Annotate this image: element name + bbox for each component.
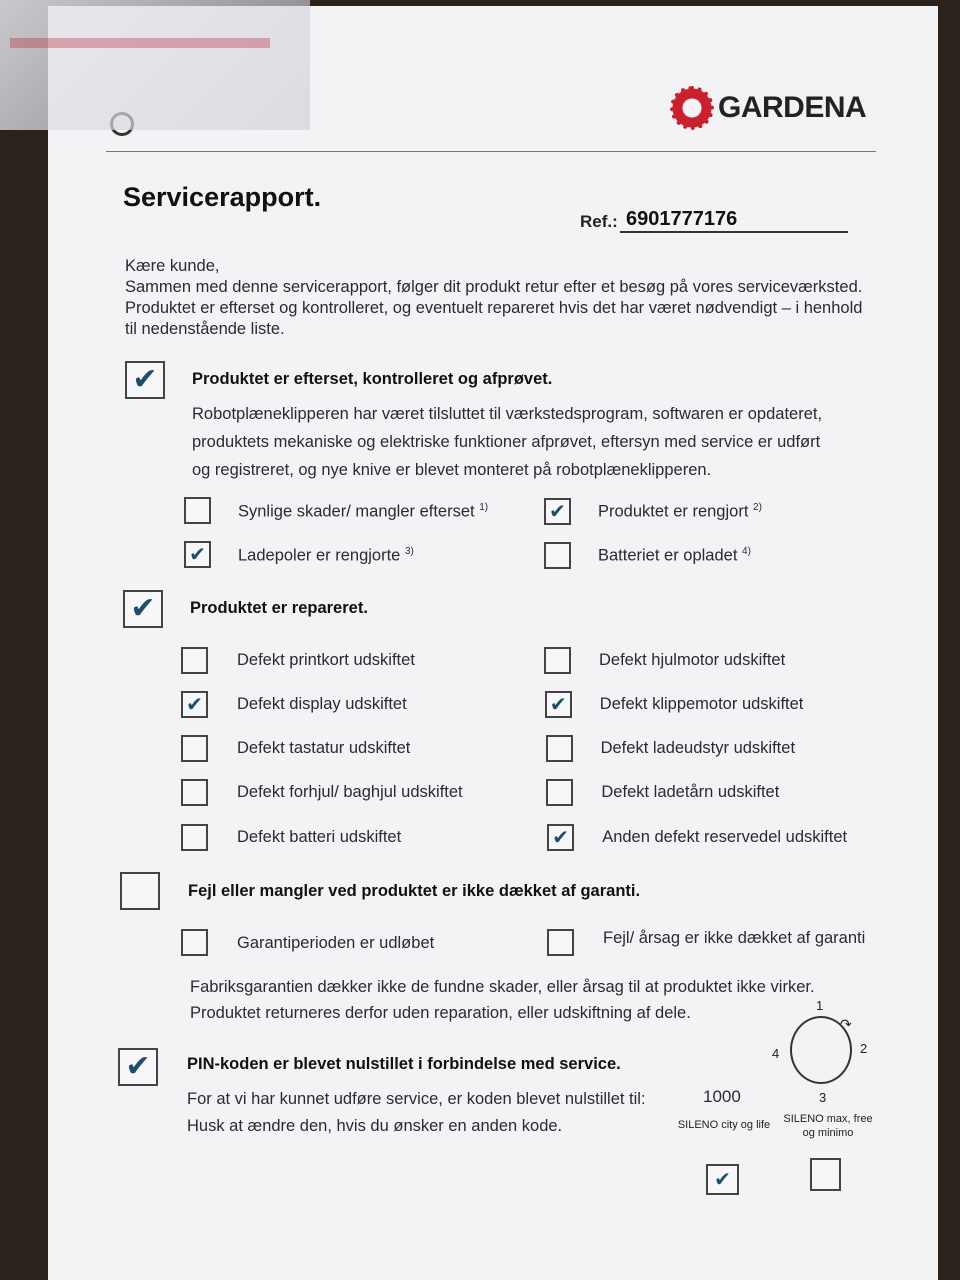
section3-text-line-2: Produktet returneres derfor uden reparation, eller udskiftning af dele. [190,1004,691,1022]
check-repair-item[interactable]: ✔ [545,691,572,718]
label-repair-item: Defekt hjulmotor udskiftet [599,651,786,669]
greeting: Kære kunde, [125,257,220,275]
section4-text [187,1086,646,1140]
check-product-cleaned[interactable]: ✔ [544,498,571,525]
check-visible-damage[interactable] [184,497,211,524]
check-repair-item[interactable]: ✔ [547,824,574,851]
check-repair-item[interactable] [181,647,208,674]
label-visible-damage: Synlige skader/ mangler efterset $^{1)}$ [238,502,489,521]
check-repair-item[interactable]: ✔ [181,691,208,718]
section1-text-line-2: produktets mekaniske og elektriske funktioner afprøvet, eftersyn med service er udført [192,433,821,451]
label-repair-item: Defekt ladetårn udskiftet [601,783,780,801]
check-repair-item[interactable] [181,735,208,762]
intro-text [125,256,905,340]
label-repair-item: Defekt ladeudstyr udskiftet [600,739,796,757]
dial-number-2: 2 [860,1041,868,1056]
brand-logo [672,88,866,128]
brand-name: GARDENA [718,91,867,124]
section4-text-line-1: For at vi har kunnet udføre service, er koden blevet nulstillet til: [187,1090,646,1108]
dial-number-4: 4 [772,1046,780,1061]
model-b-label-line-2: og minimo [802,1127,854,1139]
check-repair-item[interactable] [181,779,208,806]
section3-heading: Fejl eller mangler ved produktet er ikke dækket af garanti. [188,882,641,900]
intro-line-1: Sammen med denne servicerapport, følger dit produkt retur efter et besøg på vores serviceværksted. [125,278,863,296]
intro-line-3: til nedenstående liste. [125,320,285,338]
label-repair-item: Defekt display udskiftet [237,695,407,713]
label-charging-poles: Ladepoler er rengjorte $^{3)}$ [238,546,414,565]
check-warranty-expired[interactable] [181,929,208,956]
section1-heading: Produktet er efterset, kontrolleret og afprøvet. [192,370,553,388]
check-model-b[interactable] [810,1158,841,1191]
label-repair-item: Defekt forhjul/ baghjul udskiftet [237,783,463,801]
page-title: Servicerapport. [123,182,322,212]
label-repair-item: Defekt batteri udskiftet [237,828,402,846]
header-divider [106,151,876,152]
model-a-label: SILENO city og life [677,1119,771,1131]
pin-code-value: 1000 [703,1087,741,1106]
label-repair-item: Anden defekt reservedel udskiftet [602,828,848,846]
section3-text-line-1: Fabriksgarantien dækker ikke de fundne skader, eller årsag til at produktet ikke virker. [190,978,815,996]
section4-heading: PIN-koden er blevet nulstillet i forbindelse med service. [187,1055,621,1073]
check-battery-charged[interactable] [544,542,571,569]
check-not-covered[interactable] [547,929,574,956]
section1-text [192,400,892,484]
dial-arrow-icon: ↷ [840,1016,852,1032]
label-repair-item: Defekt klippemotor udskiftet [599,695,804,713]
check-charging-poles[interactable]: ✔ [184,541,211,568]
dial-number-3: 3 [819,1090,827,1105]
label-repair-item: Defekt printkort udskiftet [237,651,415,669]
section1-checkbox[interactable]: ✔ [125,361,165,399]
section3-checkbox[interactable] [120,872,160,910]
section4-checkbox[interactable]: ✔ [118,1048,158,1086]
label-repair-item: Defekt tastatur udskiftet [237,739,411,757]
label-not-covered: Fejl/ årsag er ikke dækket af garanti [603,929,866,947]
label-product-cleaned: Produktet er rengjort $^{2)}$ [598,502,762,521]
model-b-label [778,1112,878,1140]
check-repair-item[interactable] [544,647,571,674]
label-warranty-expired: Garantiperioden er udløbet [237,934,435,952]
check-repair-item[interactable] [546,735,573,762]
recycle-icon [110,112,134,136]
check-repair-item[interactable] [181,824,208,851]
gardena-flower-icon [672,88,712,128]
section2-heading: Produktet er repareret. [190,599,368,617]
ref-value: 6901777176 [620,208,848,233]
section1-text-line-3: og registreret, og nye knive er blevet monteret på robotplæneklipperen. [192,461,712,479]
check-model-a[interactable]: ✔ [706,1164,739,1195]
service-report-sheet [48,6,938,1280]
section4-text-line-2: Husk at ændre den, hvis du ønsker en anden kode. [187,1117,563,1135]
check-repair-item[interactable] [546,779,573,806]
intro-line-2: Produktet er efterset og kontrolleret, og eventuelt repareret hvis det har været nødvendigt – i henhold [125,299,863,317]
dial-number-1: 1 [816,998,824,1013]
label-battery-charged: Batteriet er opladet $^{4)}$ [598,546,751,565]
section3-text [190,974,890,1026]
ref-label: Ref.: [580,212,618,231]
model-b-label-line-1: SILENO max, free [783,1113,873,1125]
section1-text-line-1: Robotplæneklipperen har været tilsluttet til værkstedsprogram, softwaren er opdateret, [192,405,823,423]
section2-checkbox[interactable]: ✔ [123,590,163,628]
